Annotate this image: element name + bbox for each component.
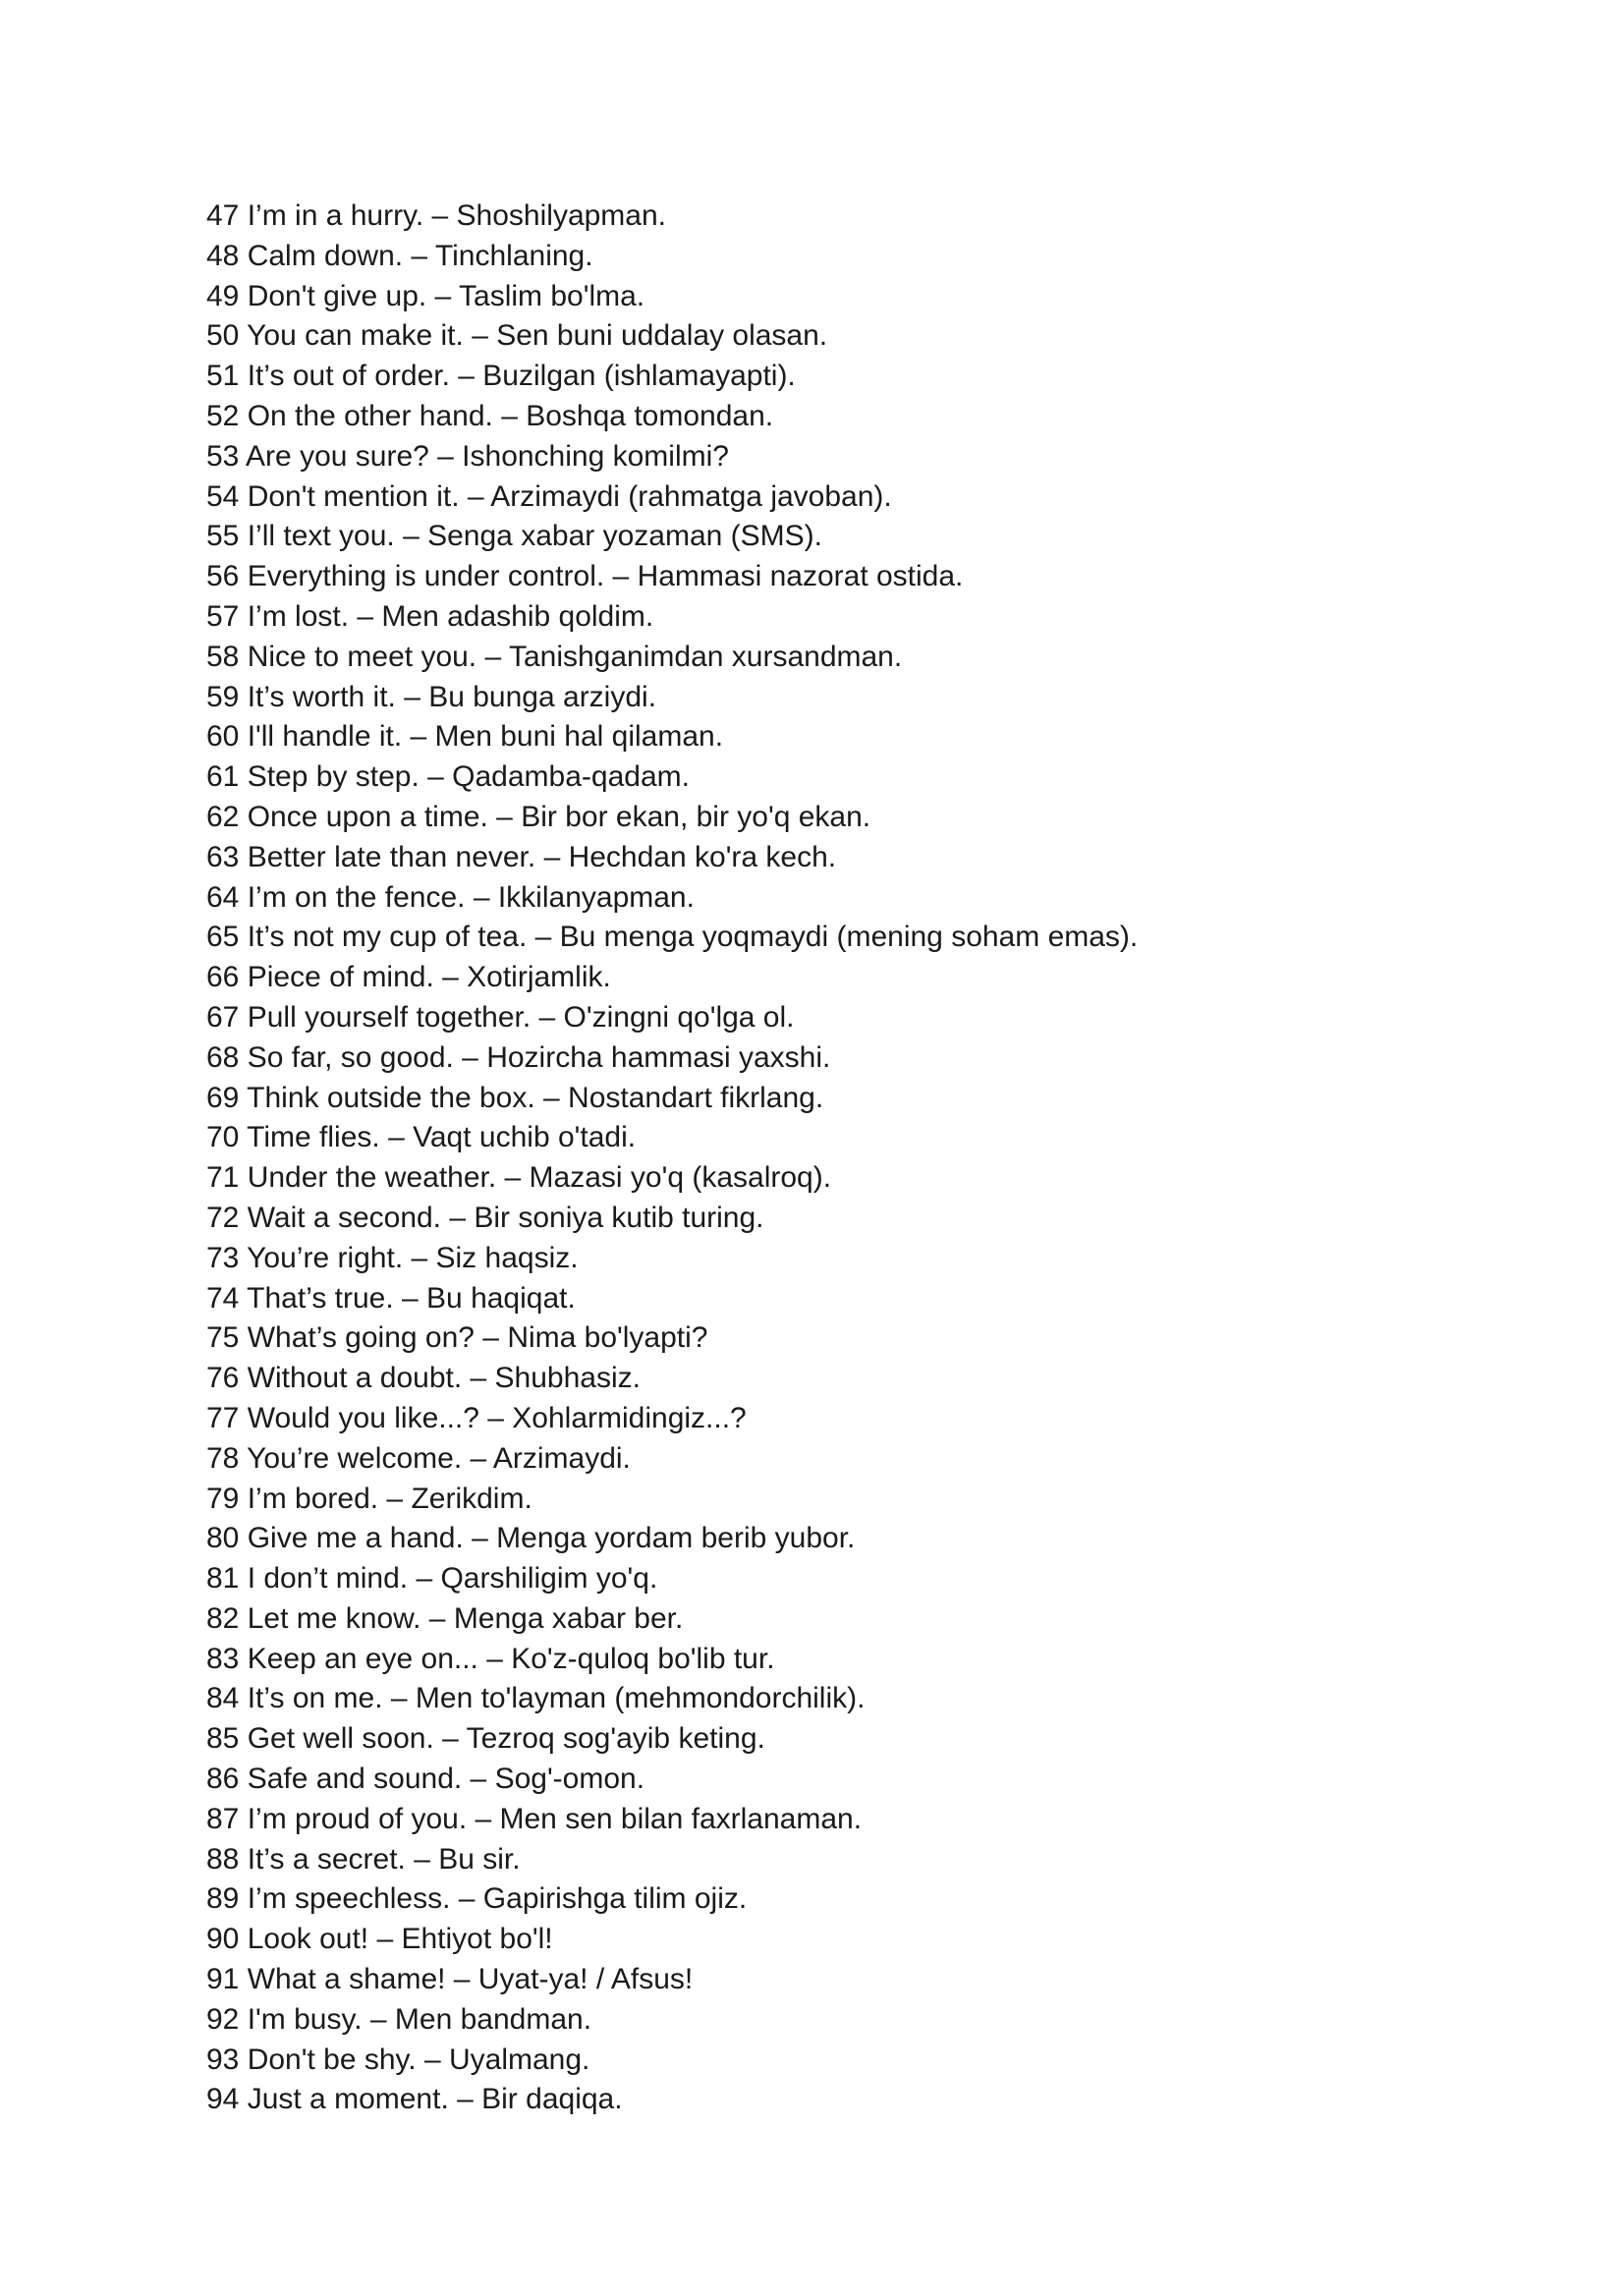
phrase-line: 91 What a shame! – Uyat-ya! / Afsus!	[206, 1963, 694, 1996]
phrase-line: 60 I'll handle it. – Men buni hal qilaman.	[206, 720, 724, 754]
phrase-line: 89 I’m speechless. – Gapirishga tilim ojiz.	[206, 1882, 748, 1916]
phrase-line: 85 Get well soon. – Tezroq sog'ayib keting.	[206, 1722, 765, 1756]
phrase-line: 88 It’s a secret. – Bu sir.	[206, 1842, 521, 1876]
phrase-line: 65 It’s not my cup of tea. – Bu menga yoqmaydi (mening soham emas).	[206, 921, 1139, 954]
phrase-line: 94 Just a moment. – Bir daqiqa.	[206, 2083, 623, 2116]
phrase-line: 75 What’s going on? – Nima bo'lyapti?	[206, 1321, 708, 1355]
phrase-line: 79 I’m bored. – Zerikdim.	[206, 1482, 532, 1515]
phrase-line: 47 I’m in a hurry. – Shoshilyapman.	[206, 199, 667, 232]
phrase-line: 49 Don't give up. – Taslim bo'lma.	[206, 279, 645, 312]
phrase-line: 81 I don’t mind. – Qarshiligim yo'q.	[206, 1562, 658, 1596]
phrase-line: 70 Time flies. – Vaqt uchib o'tadi.	[206, 1121, 637, 1154]
phrase-line: 67 Pull yourself together. – O'zingni qo'lga ol.	[206, 1000, 795, 1034]
phrase-line: 74 That’s true. – Bu haqiqat.	[206, 1281, 576, 1315]
phrase-line: 68 So far, so good. – Hozircha hammasi yaxshi.	[206, 1040, 831, 1074]
phrase-line: 86 Safe and sound. – Sog'-omon.	[206, 1763, 645, 1796]
phrase-line: 90 Look out! – Ehtiyot bo'l!	[206, 1923, 553, 1956]
phrase-line: 93 Don't be shy. – Uyalmang.	[206, 2043, 590, 2076]
phrase-line: 50 You can make it. – Sen buni uddalay olasan.	[206, 319, 828, 353]
phrase-line: 77 Would you like...? – Xohlarmidingiz...?	[206, 1401, 747, 1434]
phrase-line: 83 Keep an eye on... – Ko'z-quloq bo'lib tur.	[206, 1642, 775, 1675]
phrase-line: 59 It’s worth it. – Bu bunga arziydi.	[206, 680, 657, 713]
phrase-line: 80 Give me a hand. – Menga yordam berib yubor.	[206, 1522, 856, 1555]
phrase-line: 82 Let me know. – Menga xabar ber.	[206, 1601, 684, 1635]
phrase-line: 64 I’m on the fence. – Ikkilanyapman.	[206, 880, 695, 914]
phrase-line: 78 You’re welcome. – Arzimaydi.	[206, 1441, 631, 1475]
phrase-line: 56 Everything is under control. – Hammasi nazorat ostida.	[206, 560, 964, 593]
phrase-list	[206, 196, 1138, 2120]
phrase-line: 57 I’m lost. – Men adashib qoldim.	[206, 599, 654, 633]
phrase-line: 62 Once upon a time. – Bir bor ekan, bir yo'q ekan.	[206, 800, 871, 833]
phrase-line: 87 I’m proud of you. – Men sen bilan faxrlanaman.	[206, 1802, 863, 1835]
phrase-line: 73 You’re right. – Siz haqsiz.	[206, 1241, 579, 1274]
phrase-line: 53 Are you sure? – Ishonching komilmi?	[206, 439, 729, 473]
phrase-line: 61 Step by step. – Qadamba-qadam.	[206, 760, 690, 794]
phrase-line: 69 Think outside the box. – Nostandart fikrlang.	[206, 1081, 824, 1114]
phrase-line: 54 Don't mention it. – Arzimaydi (rahmatga javoban).	[206, 479, 892, 513]
phrase-line: 58 Nice to meet you. – Tanishganimdan xursandman.	[206, 640, 903, 673]
phrase-line: 48 Calm down. – Tinchlaning.	[206, 239, 593, 272]
phrase-line: 92 I'm busy. – Men bandman.	[206, 2002, 592, 2036]
phrase-line: 71 Under the weather. – Mazasi yo'q (kasalroq).	[206, 1161, 832, 1195]
phrase-line: 84 It’s on me. – Men to'layman (mehmondorchilik).	[206, 1682, 866, 1715]
phrase-line: 72 Wait a second. – Bir soniya kutib turing.	[206, 1201, 764, 1234]
phrase-line: 66 Piece of mind. – Xotirjamlik.	[206, 961, 611, 994]
phrase-line: 51 It’s out of order. – Buzilgan (ishlamayapti).	[206, 360, 796, 393]
phrase-line: 52 On the other hand. – Boshqa tomondan.	[206, 399, 774, 432]
phrase-line: 76 Without a doubt. – Shubhasiz.	[206, 1362, 641, 1395]
phrase-line: 63 Better late than never. – Hechdan ko'ra kech.	[206, 840, 837, 873]
phrase-line: 55 I’ll text you. – Senga xabar yozaman (SMS).	[206, 520, 822, 553]
